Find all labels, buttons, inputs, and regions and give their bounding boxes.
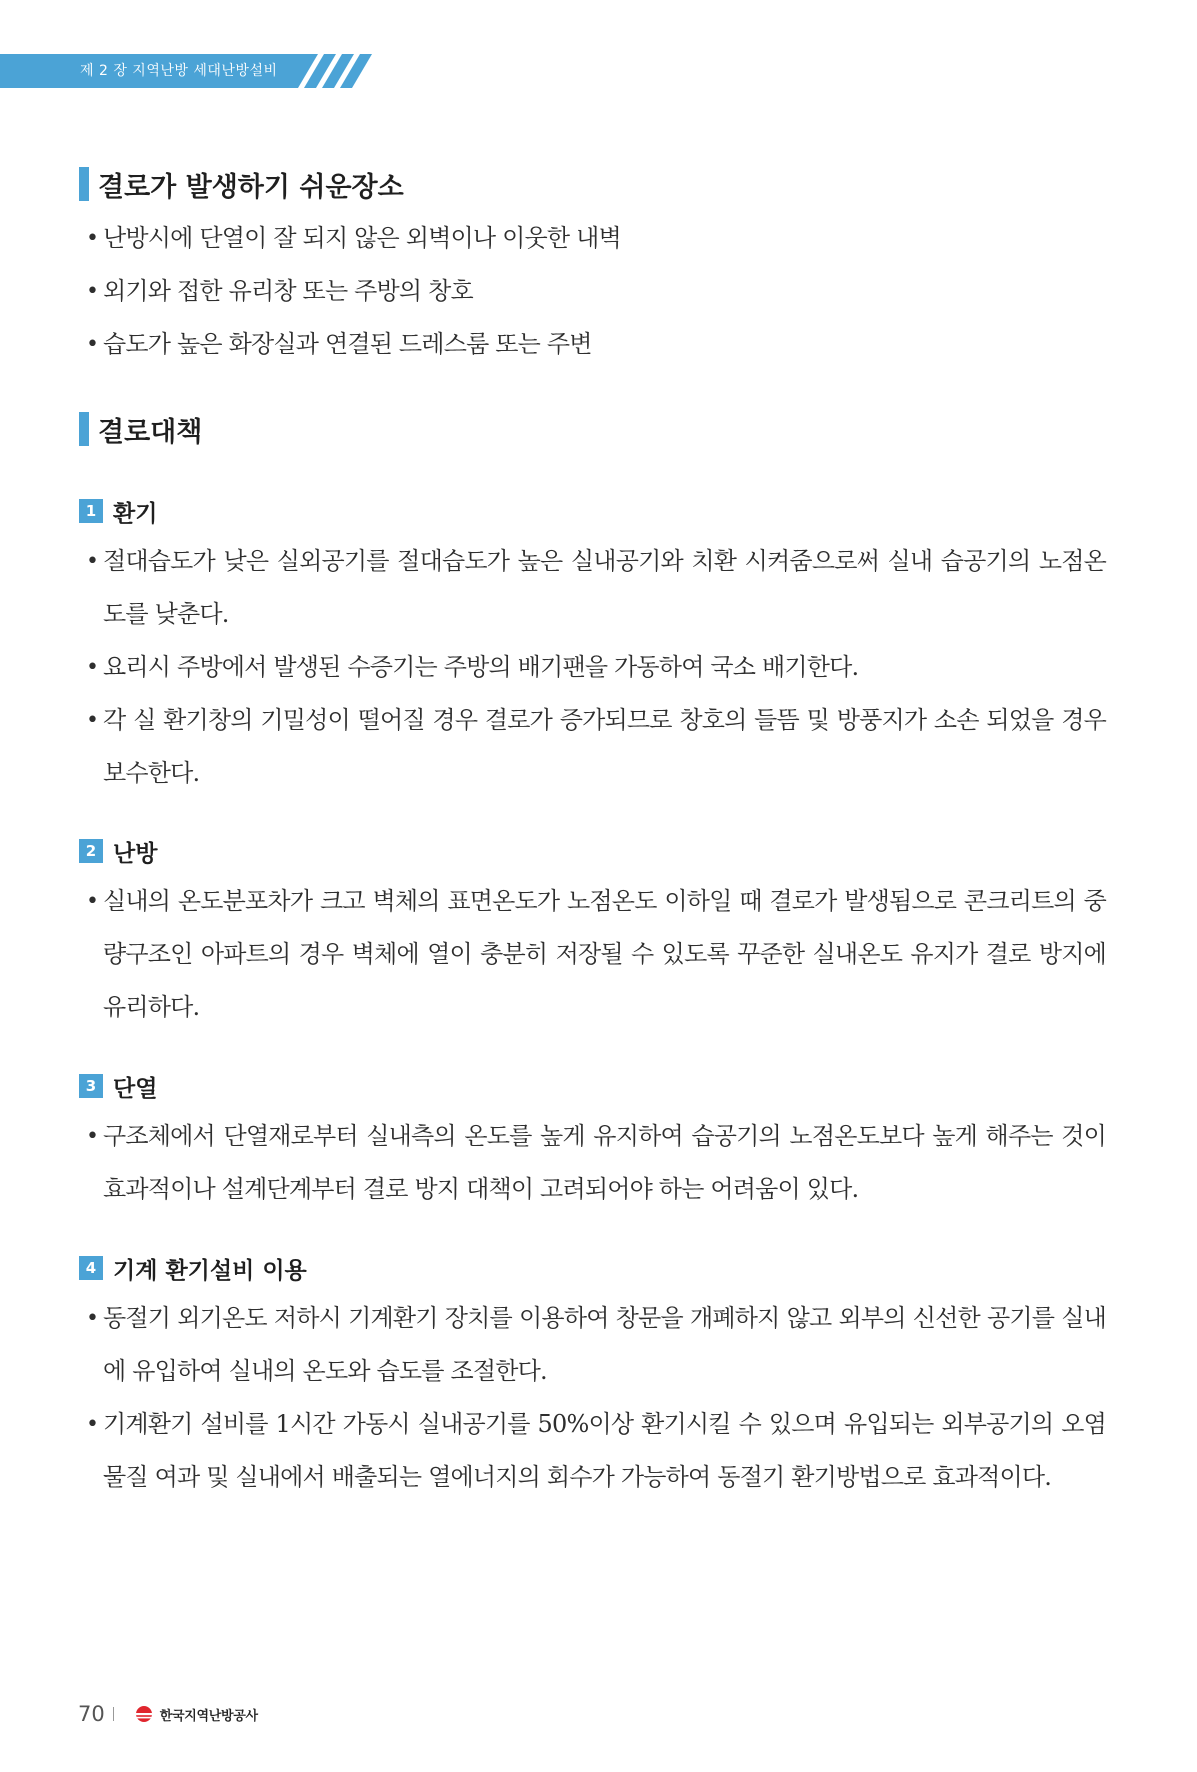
section-heading-countermeasures [79, 411, 202, 447]
list-item [86, 265, 1106, 318]
subheading-title: 난방 [113, 840, 158, 867]
page-number: 70 [78, 1702, 105, 1726]
bullet-dot-icon: • [86, 1412, 99, 1437]
section-title: 결로대책 [98, 416, 203, 448]
list-item-text: 난방시에 단열이 잘 되지 않은 외벽이나 이웃한 내벽 [103, 224, 621, 252]
subheading-title: 단열 [113, 1075, 158, 1102]
kdhc-logo-icon [132, 1704, 156, 1724]
list-item [86, 1292, 1106, 1398]
bullet-dot-icon: • [86, 1124, 99, 1149]
page-footer [78, 1700, 258, 1728]
list-item [86, 212, 1106, 265]
bullet-dot-icon: • [86, 226, 99, 251]
number-badge: 4 [79, 1256, 103, 1280]
list-item-text: 실내의 온도분포차가 크고 벽체의 표면온도가 노점온도 이하일 때 결로가 발생됨으로 콘크리트의 중량구조인 아파트의 경우 벽체에 열이 충분히 저장될 수 있도록 꾸준한 실내온도 유지가 결로 방지에 유리하다. [103, 887, 1106, 1021]
list-item [86, 875, 1106, 1034]
list-item [86, 641, 1106, 694]
list-item-text: 절대습도가 낮은 실외공기를 절대습도가 높은 실내공기와 치환 시켜줌으로써 실내 습공기의 노점온도를 낮춘다. [103, 547, 1106, 628]
bullet-dot-icon: • [86, 332, 99, 357]
subheading-insulation [79, 1073, 158, 1102]
company-name: 한국지역난방공사 [159, 1708, 258, 1724]
subheading-heating [79, 838, 158, 867]
bullet-dot-icon: • [86, 1306, 99, 1331]
company-logo [132, 1704, 258, 1724]
subheading-mechanical-ventilation [79, 1255, 307, 1284]
chapter-label: 제 2 장 지역난방 세대난방설비 [80, 63, 278, 79]
chapter-header-tab [0, 54, 372, 88]
list-item [86, 1398, 1106, 1504]
list-item-text: 동절기 외기온도 저하시 기계환기 장치를 이용하여 창문을 개폐하지 않고 외부의 신선한 공기를 실내에 유입하여 실내의 온도와 습도를 조절한다. [103, 1304, 1106, 1385]
list-item-text: 습도가 높은 화장실과 연결된 드레스룸 또는 주변 [103, 330, 592, 358]
list-item-text: 기계환기 설비를 1시간 가동시 실내공기를 50%이상 환기시킬 수 있으며 유입되는 외부공기의 오염물질 여과 및 실내에서 배출되는 열에너지의 회수가 가능하여 동절기 환기방법으로 효과적이다. [103, 1410, 1106, 1491]
list-item-text: 구조체에서 단열재로부터 실내측의 온도를 높게 유지하여 습공기의 노점온도보다 높게 해주는 것이 효과적이나 설계단계부터 결로 방지 대책이 고려되어야 하는 어려움이 있다. [103, 1122, 1106, 1203]
section-heading-condensation-places [79, 166, 404, 202]
subheading-title: 기계 환기설비 이용 [113, 1257, 307, 1284]
list-item-text: 외기와 접한 유리창 또는 주방의 창호 [103, 277, 473, 305]
list-item [86, 535, 1106, 641]
number-badge: 3 [79, 1074, 103, 1098]
subheading-title: 환기 [113, 500, 158, 527]
bullet-dot-icon: • [86, 708, 99, 733]
section-title: 결로가 발생하기 쉬운장소 [98, 171, 404, 203]
list-item [86, 318, 1106, 371]
footer-divider [113, 1707, 114, 1721]
number-badge: 2 [79, 839, 103, 863]
bullet-dot-icon: • [86, 549, 99, 574]
heading-bar [79, 167, 89, 201]
heading-bar [79, 412, 89, 446]
list-item [86, 694, 1106, 800]
bullet-dot-icon: • [86, 889, 99, 914]
list-item-text: 각 실 환기창의 기밀성이 떨어질 경우 결로가 증가되므로 창호의 들뜸 및 방풍지가 소손 되었을 경우 보수한다. [103, 706, 1106, 787]
list-item [86, 1110, 1106, 1216]
subheading-ventilation [79, 498, 158, 527]
bullet-dot-icon: • [86, 655, 99, 680]
list-item-text: 요리시 주방에서 발생된 수증기는 주방의 배기팬을 가동하여 국소 배기한다. [103, 653, 859, 681]
number-badge: 1 [79, 499, 103, 523]
bullet-dot-icon: • [86, 279, 99, 304]
